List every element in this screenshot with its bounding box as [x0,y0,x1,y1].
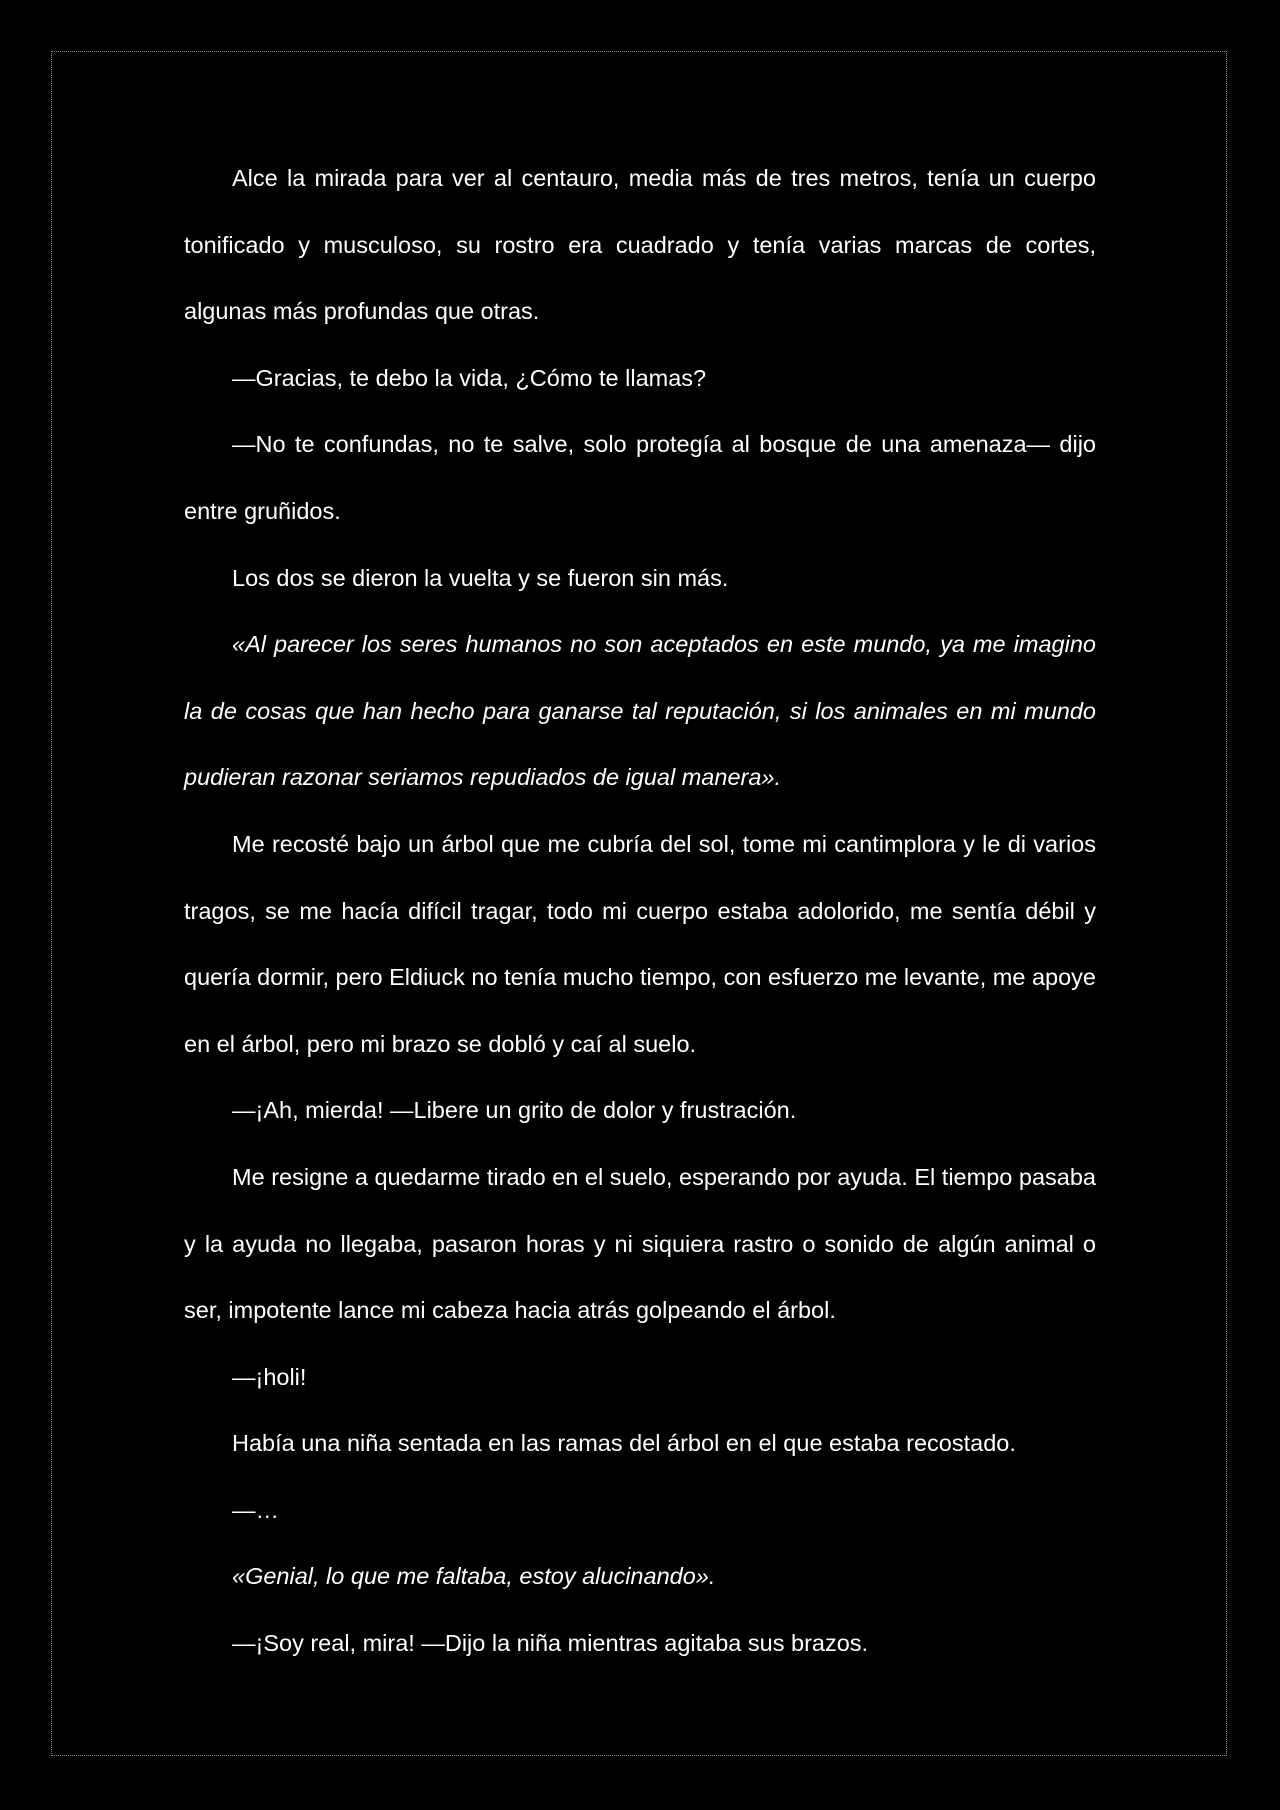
page-body [184,145,1096,1677]
paragraph-6: Me recosté bajo un árbol que me cubría del sol, tome mi cantimplora y le di varios tragos, se me hacía difícil tragar, todo mi cuerpo estaba adolorido, me sentía débil y quería dormir, pero Eldiuck no tenía mucho tiempo, con esfuerzo me levante, me apoye en el árbol, pero mi brazo se dobló y caí al suelo. [184,830,1096,1057]
paragraph-5-thought: «Al parecer los seres humanos no son aceptados en este mundo, ya me imagino la de cosas que han hecho para ganarse tal reputación, si los animales en mi mundo pudieran razonar seriamos repudiados de igual manera». [184,631,1096,791]
paragraph-2: —Gracias, te debo la vida, ¿Cómo te llamas? [232,364,707,391]
paragraph-10: Había una niña sentada en las ramas del árbol en el que estaba recostado. [232,1430,1016,1457]
paragraph-11: —… [232,1496,279,1523]
paragraph-13: —¡Soy real, mira! —Dijo la niña mientras agitaba sus brazos. [232,1630,869,1657]
paragraph-3: —No te confundas, no te salve, solo protegía al bosque de una amenaza— dijo entre gruñidos. [184,431,1096,524]
paragraph-8: Me resigne a quedarme tirado en el suelo, esperando por ayuda. El tiempo pasaba y la ayuda no llegaba, pasaron horas y ni siquiera rastro o sonido de algún animal o ser, impotente lance mi cabeza hacia atrás golpeando el árbol. [184,1163,1096,1324]
paragraph-9: —¡holi! [232,1363,307,1390]
paragraph-12-thought: «Genial, lo que me faltaba, estoy alucinando». [232,1563,716,1590]
paragraph-7: —¡Ah, mierda! —Libere un grito de dolor y frustración. [232,1097,797,1124]
paragraph-4: Los dos se dieron la vuelta y se fueron sin más. [232,564,729,591]
paragraph-1: Alce la mirada para ver al centauro, media más de tres metros, tenía un cuerpo tonificado y musculoso, su rostro era cuadrado y tenía varias marcas de cortes, algunas más profundas que otras. [184,165,1096,325]
